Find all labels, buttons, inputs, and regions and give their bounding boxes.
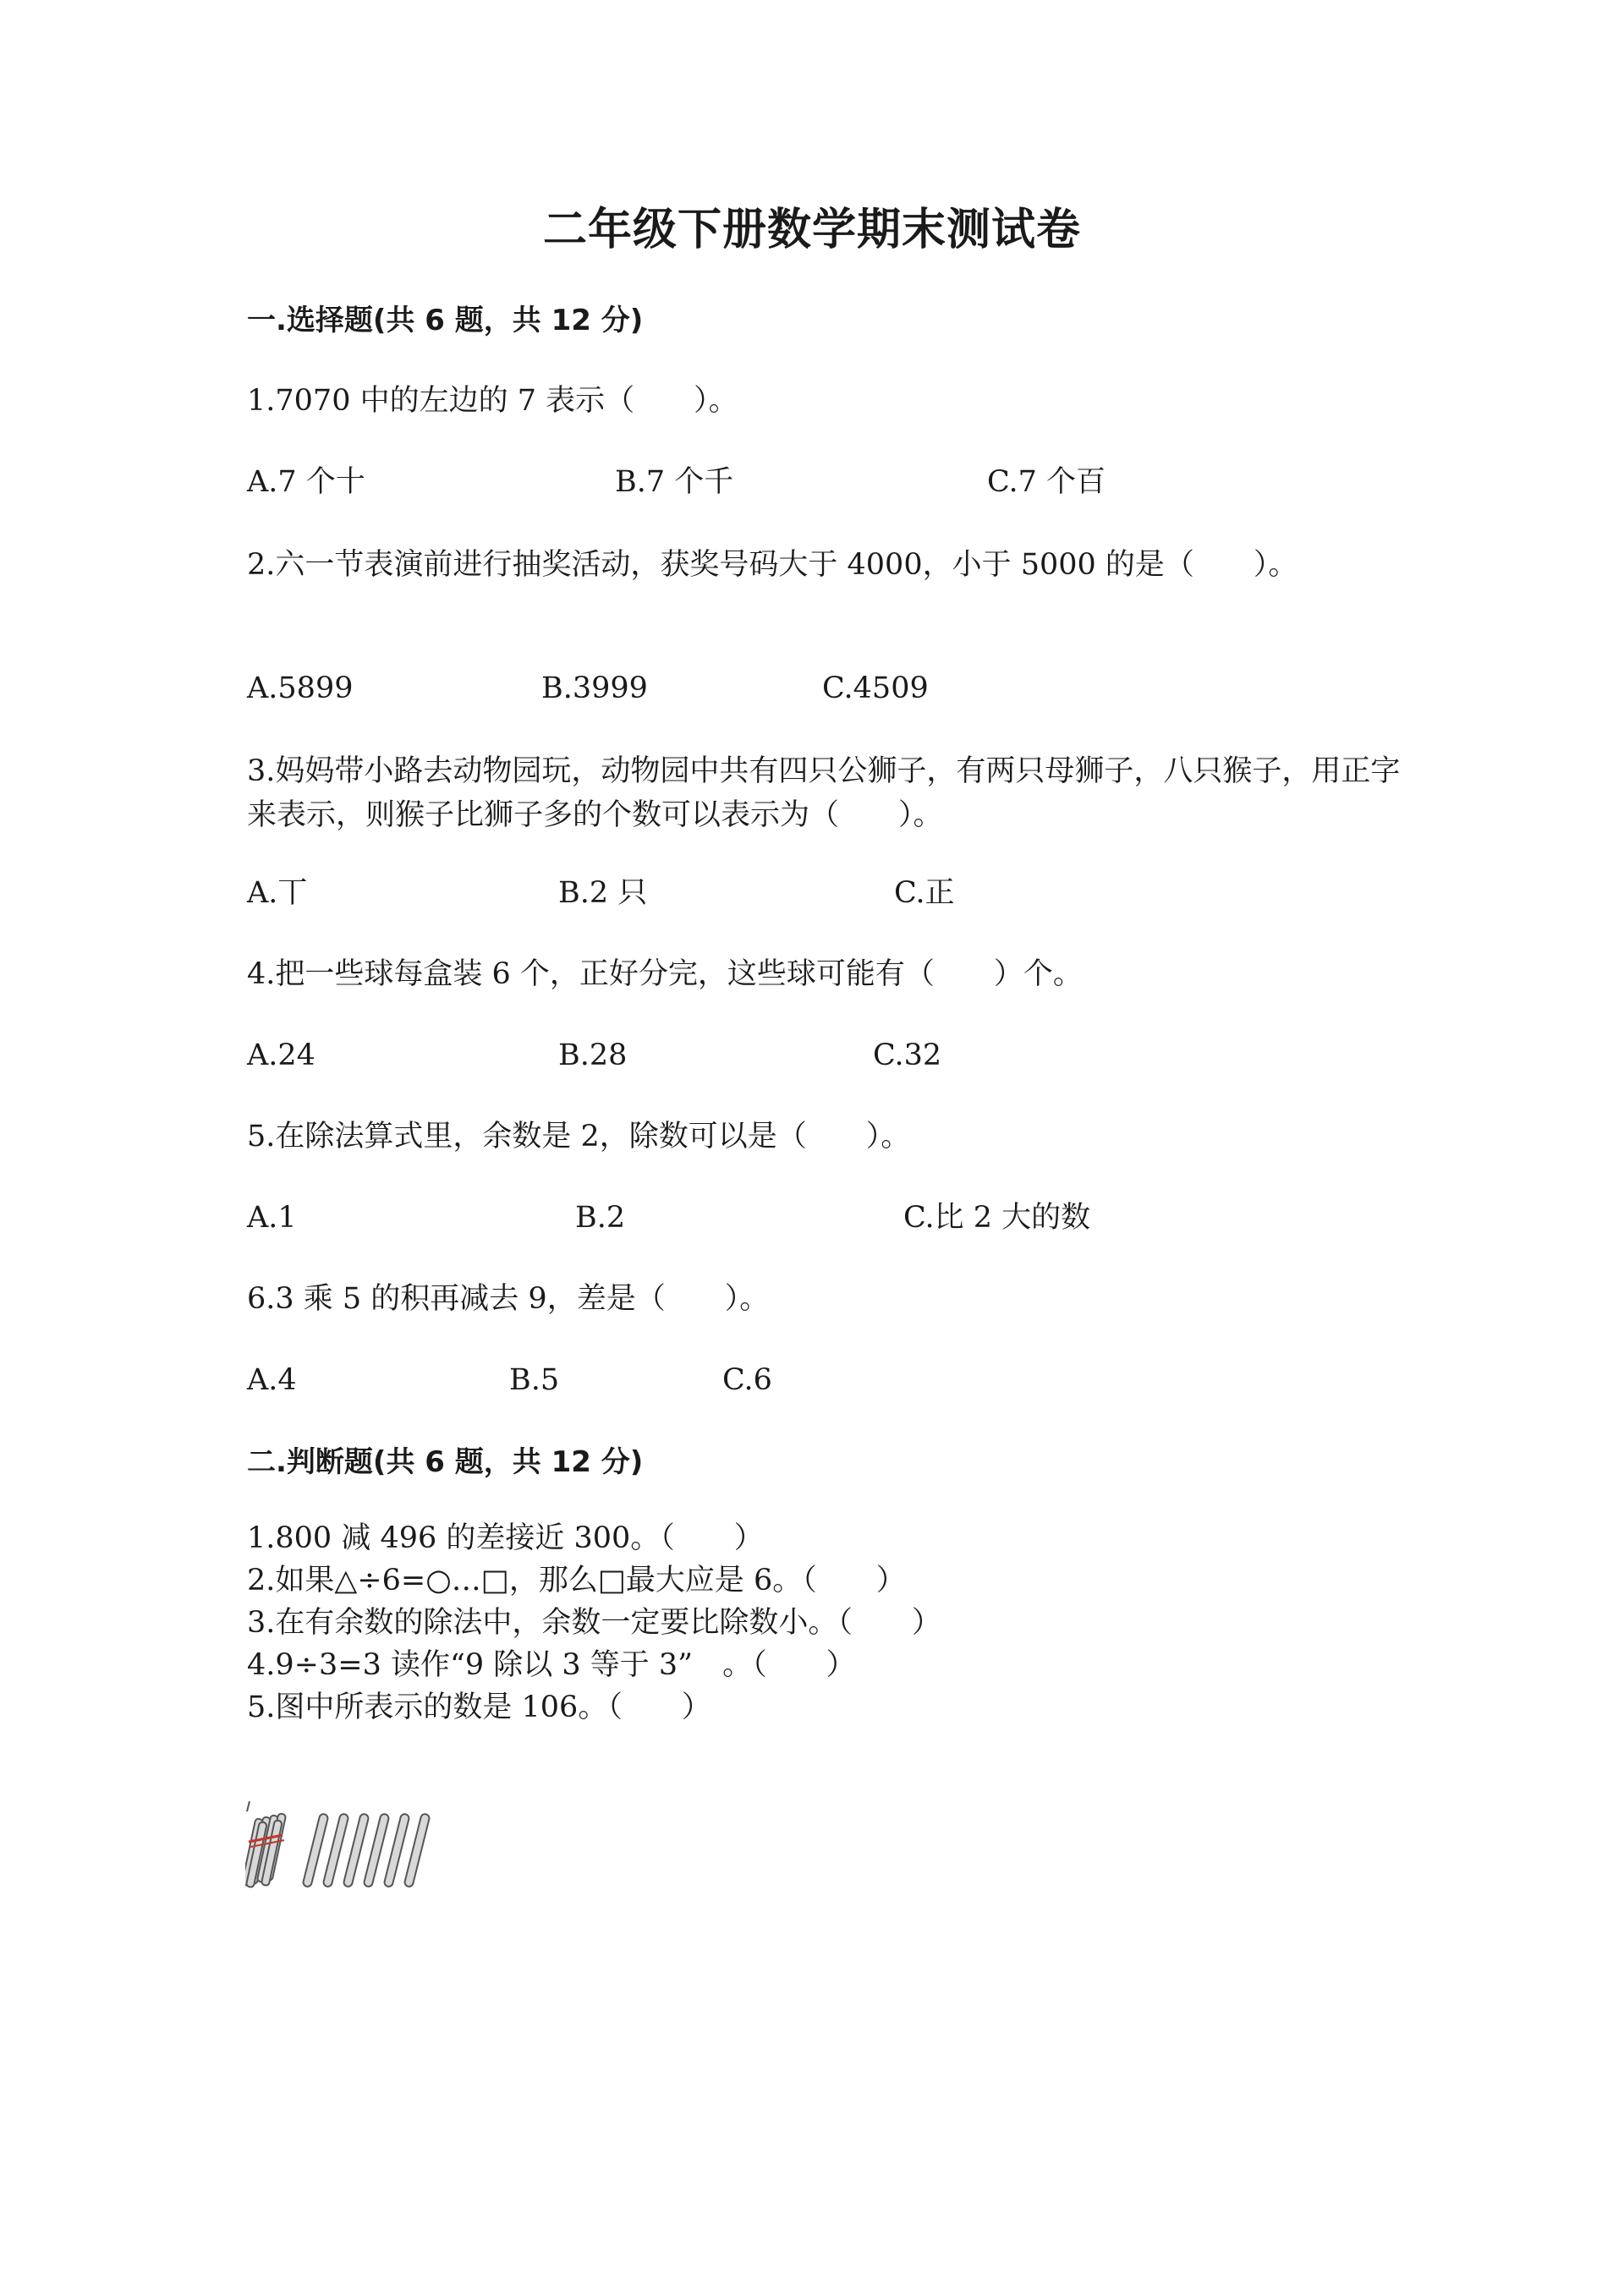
option-5a: A.1 [247,1201,297,1235]
option-5c: C.比 2 大的数 [903,1201,1091,1235]
question-6: 6.3 乘 5 的积再减去 9，差是（ ）。 [247,1282,770,1316]
judgement-item-5: 5.图中所表示的数是 106。（ ） [247,1690,711,1724]
section-heading-choice: 一.选择题(共 6 题，共 12 分) [247,304,644,337]
option-6b: B.5 [509,1363,560,1397]
option-2b: B.3999 [541,671,648,705]
option-3c: C.正 [894,876,955,910]
option-1b: B.7 个千 [615,465,734,499]
question-5: 5.在除法算式里，余数是 2，除数可以是（ ）。 [247,1120,911,1153]
sticks-bundle-icon [245,1801,448,1894]
loose-sticks [303,1813,431,1888]
stick-bundle [245,1801,286,1888]
option-6c: C.6 [722,1363,772,1397]
judgement-item-3: 3.在有余数的除法中，余数一定要比除数小。（ ） [247,1606,941,1640]
page-title: 二年级下册数学期末测试卷 [542,205,1081,255]
option-3b: B.2 只 [558,876,648,910]
question-3: 3.妈妈带小路去动物园玩，动物园中共有四只公狮子，有两只母狮子，八只猴子，用正字来表示，则猴子比狮子多的个数可以表示为（ ）。 [247,754,1401,832]
option-3a: A.丅 [247,876,308,910]
question-4: 4.把一些球每盒装 6 个，正好分完，这些球可能有（ ）个。 [247,957,1083,991]
judgement-item-1: 1.800 减 496 的差接近 300。（ ） [247,1521,764,1555]
option-4c: C.32 [873,1038,942,1072]
option-5b: B.2 [575,1201,626,1235]
question-1: 1.7070 中的左边的 7 表示（ ）。 [247,384,738,418]
question-2: 2.六一节表演前进行抽奖活动，获奖号码大于 4000，小于 5000 的是（ ）。 [247,548,1298,582]
option-4a: A.24 [247,1038,315,1072]
option-1c: C.7 个百 [987,465,1106,499]
option-1a: A.7 个十 [247,465,365,499]
option-6a: A.4 [247,1363,297,1397]
section-heading-truefalse: 二.判断题(共 6 题，共 12 分) [247,1445,644,1479]
option-2c: C.4509 [822,671,929,705]
judgement-item-2: 2.如果△÷6=○…□，那么□最大应是 6。（ ） [247,1564,906,1597]
option-4b: B.28 [558,1038,628,1072]
option-2a: A.5899 [247,671,354,705]
judgement-item-4: 4.9÷3=3 读作“9 除以 3 等于 3” 。（ ） [247,1648,856,1682]
